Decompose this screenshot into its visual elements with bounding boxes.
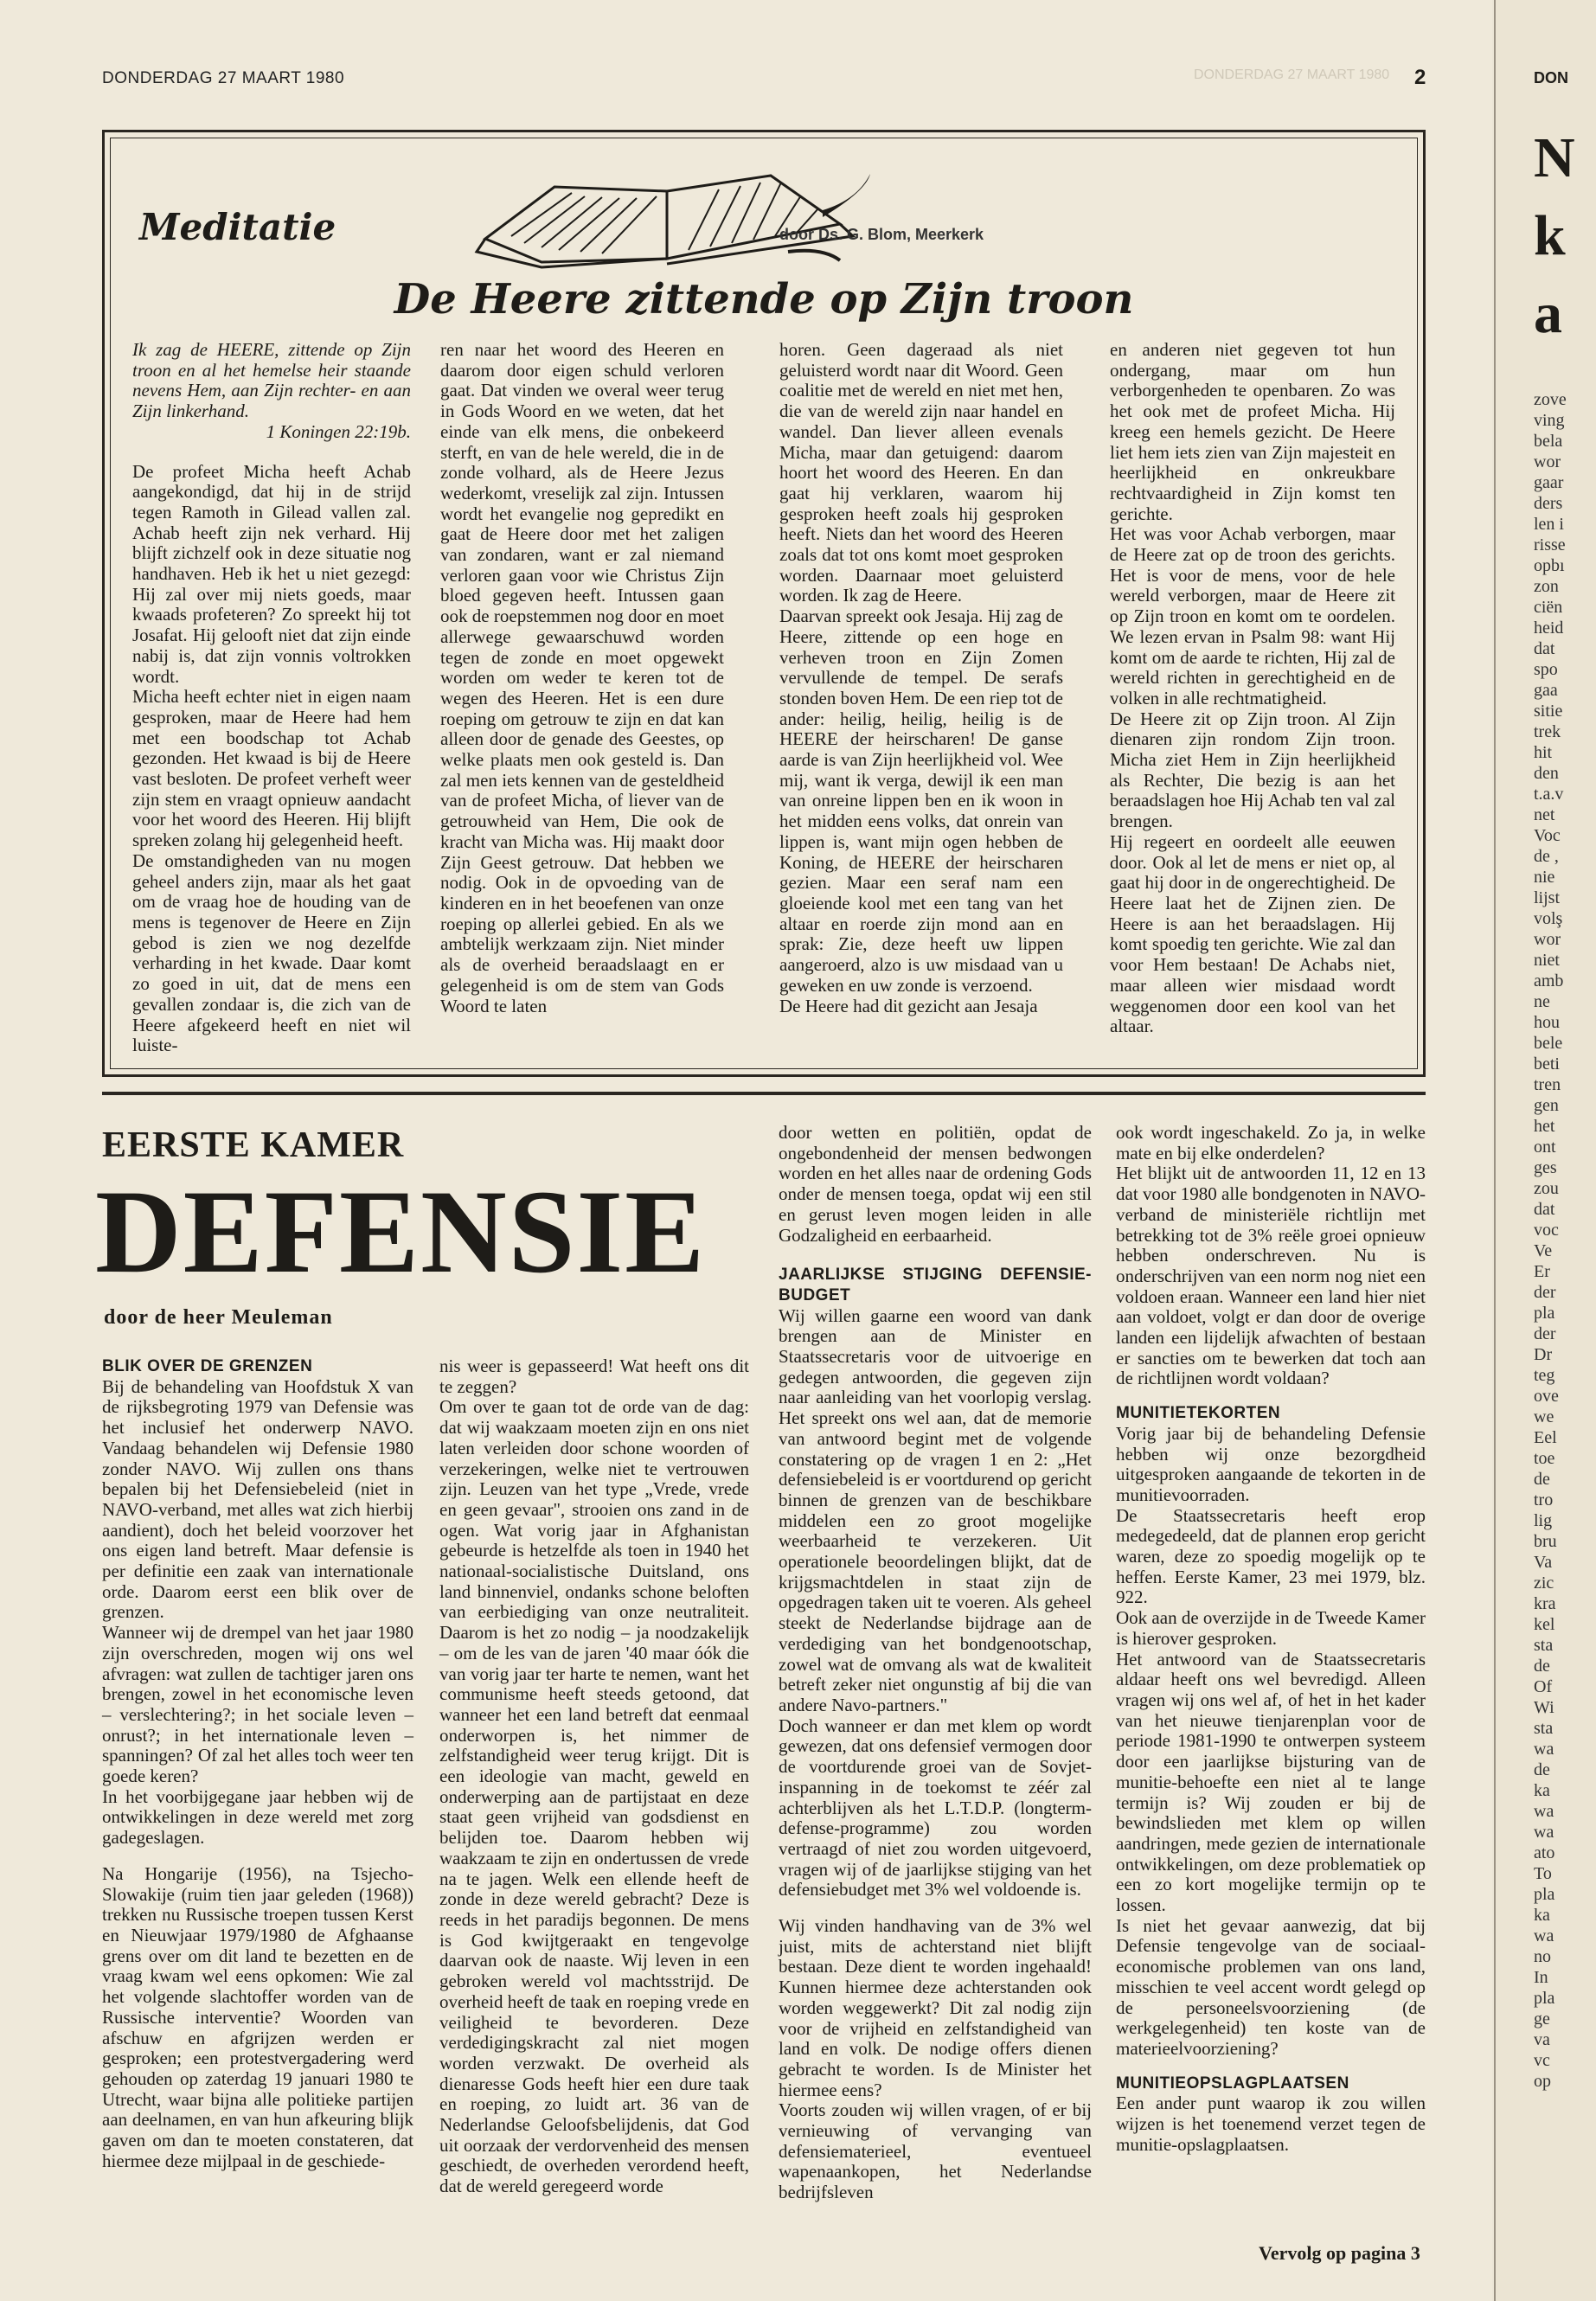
adjacent-fragment: gaa (1534, 681, 1558, 700)
adjacent-fragment: de (1534, 1470, 1550, 1489)
adjacent-fragment: bru (1534, 1532, 1557, 1551)
continued-notice: Vervolg op pagina 3 (1259, 2242, 1420, 2264)
adjacent-fragment: wor (1534, 930, 1561, 949)
adjacent-fragment: ka (1534, 1906, 1550, 1925)
adjacent-fragment: net (1534, 805, 1555, 824)
paragraph: Vorig jaar bij de behandeling Defensie hebben wij onze bezorgdheid uitgesproken aangaande de tekorten in de munitievoorraden. (1116, 1422, 1426, 1505)
adjacent-fragment: kra (1534, 1594, 1556, 1613)
adjacent-fragment: pla (1534, 1304, 1555, 1323)
adjacent-fragment: In (1534, 1968, 1548, 1987)
meditation-byline: door Ds. G. Blom, Meerkerk (779, 226, 984, 243)
adjacent-fragment: bela (1534, 432, 1563, 451)
adjacent-page-date: DON (1534, 69, 1568, 87)
paragraph: Voorts zouden wij willen vragen, of er bij vernieuwing of vervanging van defensiematerieel, eventueel wapenaankopen, het Nederlandse bedrijfsleven (779, 2099, 1092, 2203)
adjacent-fragment: op (1534, 2072, 1551, 2091)
adjacent-fragment: ge (1534, 2009, 1550, 2029)
adjacent-fragment: hit (1534, 743, 1553, 762)
adjacent-page (1494, 0, 1596, 2301)
paragraph: door wetten en politiën, opdat de ongebondenheid der mensen bedwongen worden en het alles naar de ordening Gods onder de mensen toega, opdat wij een stil en gerust leven mogen leiden in alle Godzaligheid en eerbaarheid. (779, 1122, 1092, 1246)
adjacent-fragment: wa (1534, 1926, 1554, 1945)
paragraph: Het blijkt uit de antwoorden 11, 12 en 13 dat voor 1980 alle bondgenoten in NAVO-verband de ministeriële richtlijn met betrekking tot de 3% reële groei opnieuw hebben onderschreven. Nu is onderschrijven van een norm nog niet een voldoen eraan. Wanneer een land hier niet aan voldoet, volgt er dan door de overige landen een lijdelijk afwachten of bestaan er sancties om te bewerken dat toch aan de richtlijnen wordt voldaan? (1116, 1163, 1426, 1389)
adjacent-fragment: ato (1534, 1843, 1555, 1862)
paragraph: horen. Geen dageraad als niet geluisterd wordt naar dit Woord. Geen coalitie met de wereld en niet met hen, die van de wereld zijn naar handel en wandel. Dan liever alleen evenals Micha, maar dan getuigend: daarom hoort het woord des Heeren. En dan gaat hij verklaren, waarom hij gesproken heeft zoals hij gesproken heeft. Niets dan het woord des Heeren zoals dat tot ons komt moet gesproken worden. Daarnaar moet geluisterd worden. Ik zag de Heere. (779, 339, 1063, 606)
paragraph: nis weer is gepasseerd! Wat heeft ons dit te zeggen? (439, 1356, 749, 1397)
adjacent-fragment: voc (1534, 1221, 1559, 1240)
adjacent-fragment: wa (1534, 1740, 1554, 1759)
adjacent-fragment: de , (1534, 847, 1559, 866)
adjacent-fragment: lig (1534, 1511, 1553, 1530)
meditation-column-3 (779, 340, 1063, 1016)
adjacent-fragment: gaar (1534, 473, 1564, 492)
adjacent-fragment: pla (1534, 1885, 1555, 1904)
adjacent-fragment: Of (1534, 1677, 1553, 1696)
adjacent-fragment: tren (1534, 1075, 1561, 1094)
article-column-2 (439, 1356, 749, 2197)
meditation-box (102, 130, 1426, 1077)
adjacent-fragment: het (1534, 1117, 1555, 1136)
adjacent-fragment: wa (1534, 1802, 1554, 1821)
paragraph: Een ander punt waarop ik zou willen wijzen is het toenemend verzet tegen de munitie-opslagplaatsen. (1116, 2093, 1426, 2155)
adjacent-fragment: sta (1534, 1719, 1554, 1738)
bleed-through-text: DONDERDAG 27 MAART 1980 (1194, 67, 1390, 82)
adjacent-fragment: ders (1534, 494, 1563, 513)
paragraph: Is niet het gevaar aanwezig, dat bij Defensie tengevolge van de sociaal-economische problemen van ons land, misschien te veel accent wordt gelegd op de personeelsvoorziening (de werkgelegenheid) ten koste van de materieelvoorziening? (1116, 1914, 1426, 2059)
adjacent-fragment: der (1534, 1283, 1556, 1302)
article-column-3 (779, 1123, 1092, 2203)
adjacent-fragment: wa (1534, 1823, 1554, 1842)
meditation-column-1 (132, 340, 411, 1056)
scripture-quote: Ik zag de HEERE, zittende op Zijn troon en al het hemelse heir staande nevens Hem, aan Zijn rechter- en aan Zijn linkerhand. (132, 339, 411, 422)
open-book-icon (459, 157, 875, 269)
paragraph: ook wordt ingeschakeld. Zo ja, in welke mate en bij elke onderdelen? (1116, 1122, 1426, 1163)
adjacent-fragment: den (1534, 764, 1559, 783)
page-number: 2 (1414, 66, 1426, 89)
adjacent-headline-letter: k (1534, 204, 1566, 267)
adjacent-fragment: kel (1534, 1615, 1555, 1634)
paragraph: Na Hongarije (1956), na Tsjecho-Slowakije (ruim tien jaar geleden (1968)) trekken nu Russische troepen tussen Kerst en Nieuwjaar 1979/1980 de Afghaanse grens over om dit land te bezetten en de vraag kwam wel eens opkomen: Wie zal het volgende slachtoffer worden van de Russische interventie? Woorden van afschuw en afgrijzen werden er gesproken; een protestvergadering werd gehouden op zaterdag 19 januari 1980 te Utrecht, waar bijna alle politieke partijen aan deelnamen, en van hun afkeuring blijk gaven om dan te moeten constateren, dat hiermee deze mijlpaal in de geschiede- (102, 1862, 413, 2171)
adjacent-fragment: amb (1534, 971, 1564, 990)
adjacent-fragment: len i (1534, 515, 1564, 534)
adjacent-fragment: de (1534, 1760, 1550, 1779)
article-headline: DEFENSIE (95, 1165, 707, 1298)
section-divider (102, 1092, 1426, 1095)
adjacent-fragment: ving (1534, 411, 1565, 430)
adjacent-fragment: Ve (1534, 1241, 1553, 1260)
adjacent-fragment: wor (1534, 452, 1561, 471)
article-column-4 (1116, 1123, 1426, 2155)
subheading: BLIK OVER DE GRENZEN (102, 1357, 313, 1375)
meditation-label: Meditatie (139, 206, 337, 248)
paragraph: In het voorbijgegane jaar hebben wij de ontwikkelingen in deze wereld met zorg gadegeslagen. (102, 1785, 413, 1849)
header-date: DONDERDAG 27 MAART 1980 (102, 69, 345, 87)
subheading: MUNITIETEKORTEN (1116, 1404, 1281, 1423)
adjacent-fragment: zic (1534, 1574, 1554, 1593)
adjacent-fragment: nie (1534, 868, 1555, 887)
paragraph: Micha heeft echter niet in eigen naam gesproken, maar de Heere had hem met een boodschap tot Achab gezonden. Het kwaad is bij de Heere vast besloten. De profeet verheft weer zijn stem en vraagt opnieuw aandacht voor het woord des Heeren. Hij blijft spreken zolang hij gelegenheid heeft. (132, 686, 411, 851)
adjacent-fragment: ont (1534, 1138, 1556, 1157)
adjacent-fragment: Va (1534, 1553, 1553, 1572)
adjacent-fragment: hou (1534, 1013, 1560, 1032)
article-kicker: EERSTE KAMER (102, 1125, 405, 1165)
meditation-column-2 (440, 340, 724, 1016)
adjacent-fragment: tro (1534, 1490, 1554, 1509)
article-column-1 (102, 1356, 413, 2171)
adjacent-fragment: ne (1534, 992, 1550, 1011)
adjacent-fragment: va (1534, 2030, 1550, 2049)
paragraph: ren naar het woord des Heeren en daarom door eigen schuld verloren gaat. Dat vinden we overal weer terug in Gods Woord en we weten, dat het einde van elk mens, die onbekeerd sterft, en van de hele wereld, die in de zonde volhard, als de Heere Jezus wederkomt, vreselijk zal zijn. Intussen wordt het evangelie nog gepredikt en gaat de Heere door met het zaligen van zondaren, want er zal niemand verloren gaan voor wie Christus Zijn bloed gegeven heeft. Intussen gaan ook de roepstemmen nog door en moet allerwege gewaarschuwd worden tegen de zonde en moet opgewekt worden om weder te keren tot de wegen des Heeren. Het is een dure roeping om getrouw te zijn en dat kan alleen door de genade des Geestes, op welke plaats men ook gesteld is. Dan zal men iets kennen van de gesteldheid van de profeet Micha, of liever van de getrouwheid van Hem, Die ook de kracht van Micha was. Hij maakt door Zijn Geest getrouw. Dat hebben we nodig. Ook in de opvoeding van de kinderen en in het beoefenen van onze roeping op allerlei gebied. En als we ambtelijk werkzaam zijn. Niet minder als de overheid beraadslaagt en er gelegenheid is om de stem van Gods Woord te laten (440, 339, 724, 1016)
adjacent-fragment: pla (1534, 1989, 1555, 2008)
adjacent-fragment: we (1534, 1407, 1554, 1426)
meditation-headline: De Heere zittende op Zijn troon (394, 275, 1134, 324)
paragraph: De profeet Micha heeft Achab aangekondigd, dat hij in de strijd tegen Ramoth in Gilead vallen zal. Achab heeft zijn nek verhard. Hij blijft zichzelf ook in deze situatie nog handhaven. Heb ik het u niet gezegd: Hij zal over mij niets goeds, maar kwaads profeteren? Zo spreekt hij tot Josafat. Hij gelooft niet dat zijn einde nabij is, dat zijn vonnis voltrokken wordt. (132, 460, 411, 687)
paragraph: Het antwoord van de Staatssecretaris aldaar heeft ons wel bevredigd. Alleen vragen wij ons wel af, of het in het kader van het nieuwe tienjarenplan voor de periode 1981-1990 te ontwerpen systeem door een jaarlijkse bijsturing van de munitie-behoefte een niet al te lange termijn is? Wij zouden er bij de bewindslieden met klem op willen aandringen, mede gezien de internationale ontwikkelingen, om deze problematiek op een zo kort mogelijke termijn op te lossen. (1116, 1648, 1426, 1916)
adjacent-fragment: zon (1534, 577, 1559, 596)
adjacent-fragment: spo (1534, 660, 1558, 679)
adjacent-fragment: der (1534, 1324, 1556, 1343)
adjacent-fragment: gen (1534, 1096, 1559, 1115)
paragraph: Wij vinden handhaving van de 3% wel juist, mits de achterstand niet blijft bestaan. Deze dient te worden ingehaald! Kunnen hiermee deze achterstanden ook worden weggewerkt? Dit zal nodig zijn voor de vrijheid en zelfstandigheid van land en volk. De nodige offers dienen gebracht te worden. Is de Minister het hiermee eens? (779, 1915, 1092, 2100)
paragraph: en anderen niet gegeven tot hun ondergang, maar om hun verborgenheden te openbaren. Zo was het ook met de profeet Micha. Hij kreeg een hemels gezicht. De Heere liet hem iets zien van Zijn majesteit en heerlijkheid en onkreukbare rechtvaardigheid in Zijn komst ten gerichte. (1110, 339, 1395, 524)
paragraph: Hij regeert en oordeelt alle eeuwen door. Ook al let de mens er niet op, al gaat hij door in de ongerechtigheid. De Heere laat het de Zijnen zien. De Heere is aan het beraadslagen. Hij komt spoedig ten gerichte. Wie zal dan voor Hem bestaan! De Achabs niet, maar alleen wier misdaad wordt weggenomen door een kool van het altaar. (1110, 830, 1395, 1037)
adjacent-fragment: beti (1534, 1054, 1560, 1074)
adjacent-fragment: volş (1534, 909, 1563, 928)
paragraph: Wij willen gaarne een woord van dank brengen aan de Minister en Staatssecretaris voor de uitvoerige en gedegen antwoorden, die gegeven zijn naar aanleiding van het voorlopig verslag. Het spreekt ons wel aan, dat de memorie van antwoord begint met de volgende constatering op de vragen 1 en 2: „Het defensiebeleid is er voortdurend op gericht binnen de grenzen van de beschikbare middelen een zo groot mogelijke weerbaarheid te verzekeren. Uit operationele beoordelingen blijkt, dat de krijgsmachtdelen in staat zijn de opgedragen taken uit te voeren. Als geheel steekt de Nederlandse bijdrage aan de verdediging van het bondgenootschap, zowel wat de omvang als wat de kwaliteit betreft zeker niet ongunstig af bij die van andere Navo-partners." (779, 1304, 1092, 1715)
adjacent-fragment: t.a.v (1534, 785, 1564, 804)
adjacent-fragment: heid (1534, 619, 1564, 638)
adjacent-fragment: zove (1534, 390, 1567, 409)
adjacent-fragment: Eel (1534, 1428, 1557, 1447)
adjacent-fragment: dat (1534, 639, 1555, 658)
paragraph: Het was voor Achab verborgen, maar de Heere zat op de troon des gerichts. Het is voor de mens, voor de hele wereld verborgen, maar de Heere zit op Zijn troon en komt om te oordelen. We lezen ervan in Psalm 98: want Hij komt om de aarde te richten, Hij zal de wereld richten in gerechtigheid en de volken in alle rechtmatigheid. (1110, 523, 1395, 708)
scripture-reference: 1 Koningen 22:19b. (266, 420, 411, 442)
paragraph: De Staatssecretaris heeft erop medegedeeld, dat de plannen erop gericht waren, deze zo spoedig mogelijk op te heffen. Eerste Kamer, 23 mei 1979, blz. 922. (1116, 1504, 1426, 1608)
paragraph: De Heere zit op Zijn troon. Al Zijn dienaren zijn rondom Zijn troon. Micha ziet Hem in Zijn heerlijkheid als Rechter, Die bezig is aan het beraadslagen hoe Hij Achab ten val zal brengen. (1110, 708, 1395, 832)
paragraph: De Heere had dit gezicht aan Jesaja (779, 995, 1038, 1016)
adjacent-fragment: Voc (1534, 826, 1561, 845)
adjacent-fragment: niet (1534, 951, 1560, 970)
adjacent-headline-letter: N (1534, 126, 1575, 189)
article-byline: door de heer Meuleman (104, 1306, 333, 1329)
paragraph: De omstandigheden van nu mogen geheel anders zijn, maar als het gaat om de vraag hoe de houding van de mens is tegenover de Heere en Zijn gebod is zien we nog dezelfde verharding in het kwade. Daar komt zo goed in uit, dat de mens een gevallen zondaar is, die zich van de Heere afgekeerd heeft en niet wil luiste- (132, 849, 411, 1056)
adjacent-fragment: Er (1534, 1262, 1550, 1281)
adjacent-fragment: ciën (1534, 598, 1563, 617)
paragraph: Daarvan spreekt ook Jesaja. Hij zag de Heere, zittende op een hoge en verheven troon en Zijn Zomen vervullende de tempel. De serafs stonden boven Hem. De een riep tot de ander: heilig, heilig, heilig is de HEERE der heirscharen! De ganse aarde is van Zijn heerlijkheid vol. Wee mij, want ik verga, dewijl ik een man van onreine lippen ben en ik woon in het midden eens volks, dat onrein van lippen is, want mijn ogen hebben de Koning, de HEERE der heirscharen gezien. Maar een seraf nam een gloeiende kool met een tang van het altaar en roerde zijn mond aan en sprak: Zie, deze heeft uw lippen aangeroerd, alzo is uw misdaad van u geweken en uw zonde is verzoend. (779, 606, 1063, 996)
adjacent-fragment: opbı (1534, 556, 1565, 575)
paragraph: Ook aan de overzijde in de Tweede Kamer is hierover gesproken. (1116, 1607, 1426, 1649)
adjacent-fragment: zou (1534, 1179, 1559, 1198)
subheading: JAARLIJKSE STIJGING DEFENSIE-BUDGET (779, 1266, 1092, 1304)
adjacent-fragment: sta (1534, 1636, 1554, 1655)
adjacent-fragment: teg (1534, 1366, 1555, 1385)
paragraph: Doch wanneer er dan met klem op wordt gewezen, dat ons defensief vermogen door de voortdurende groei van de Sovjet-inspanning in de toekomst te zéér zal achterblijven als het L.T.D.P. (longterm-defense-programme) zou worden vertraagd of niet zou worden uitgevoerd, vragen wij of de jaarlijkse stijging van het defensiebudget met 3% wel voldoende is. (779, 1715, 1092, 1900)
adjacent-fragment: trek (1534, 722, 1561, 741)
paragraph: Wanneer wij de drempel van het jaar 1980 zijn overschreden, mogen wij ons wel afvragen: wat zullen de tachtiger jaren ons brengen, zowel in het economische leven – verslechtering?; in het sociale leven – onrust?; in het internationale leven – spanningen? Of zal het alles toch weer ten goede keren? (102, 1622, 413, 1787)
adjacent-fragment: Wi (1534, 1698, 1554, 1717)
adjacent-headline-letter: a (1534, 282, 1562, 345)
adjacent-fragment: bele (1534, 1034, 1563, 1053)
adjacent-fragment: To (1534, 1864, 1552, 1883)
adjacent-fragment: lijst (1534, 888, 1561, 907)
adjacent-fragment: sitie (1534, 702, 1563, 721)
paragraph: Bij de behandeling van Hoofdstuk X van de rijksbegroting 1979 van Defensie was het inclusief het onderwerp NAVO. Vandaag behandelen wij Defensie 1980 zonder NAVO. Wij zullen ons thans bepalen bij het Defensiebeleid (niet in NAVO-verband, met alles wat zich hierbij aandient), doch het beleid voorzover het ons eigen land betreft. Maar defensie is per definitie een zaak van internationale orde. Daarom eerst een blik over de grenzen. (102, 1375, 413, 1623)
adjacent-fragment: vc (1534, 2051, 1550, 2070)
subheading: MUNITIEOPSLAGPLAATSEN (1116, 2073, 1349, 2093)
adjacent-fragment: ka (1534, 1781, 1550, 1800)
adjacent-text-fragments (1534, 389, 1596, 2092)
meditation-column-4 (1110, 340, 1395, 1037)
adjacent-fragment: no (1534, 1947, 1551, 1966)
adjacent-fragment: toe (1534, 1449, 1555, 1468)
paragraph: Om over te gaan tot de orde van de dag: dat wij waakzaam moeten zijn en ons niet laten verleiden door schone woorden of verzekeringen, welke niet te vertrouwen zijn. Leuzen van het type „Vrede, vrede en geen gevaar", strooien ons zand in de ogen. Wat vorig jaar in Afghanistan gebeurde is hetzelfde als toen in 1940 het nationaal-socialistische Duitsland, ons land binnenviel, ondanks schone beloften van eerbiediging van onze neutraliteit. Daarom is het zo nodig – ja noodzakelijk – om de les van de jaren '40 maar óók die van vorig jaar ter harte te nemen, want het communisme heeft steeds getoond, dat wanneer het een land betreft dat eenmaal onderworpen is, het nimmer de zelfstandigheid weer terug krijgt. Dit is een ideologie van macht, geweld en onderwerping aan de partijstaat en deze staat geen vrijheid van godsdienst en belijden toe. Daarom hebben wij waakzaam te zijn en ondertussen de vrede na te jagen. Welk een ellende heeft de zonde in deze wereld gebracht? Deze is reeds in het paradijs begonnen. De mens is God kwijtgeraakt en tengevolge daarvan ook de naaste. Wij leven in een gebroken wereld vol machtsstrijd. De overheid heeft de taak en roeping vrede en veiligheid te bevorderen. Deze verdedigingskracht zal niet mogen worden verzwakt. De overheid als dienaresse Gods heeft hier een dure taak en roeping, zo luidt art. 36 van de Nederlandse Geloofsbelijdenis, dat God uit oorzaak der verdorvenheid des mensen geschiedt, de overheden verordend heeft, dat de wereld geregeerd worde (439, 1396, 749, 2197)
adjacent-fragment: ges (1534, 1158, 1557, 1177)
adjacent-fragment: Dr (1534, 1345, 1553, 1364)
adjacent-fragment: ove (1534, 1387, 1559, 1406)
adjacent-fragment: dat (1534, 1200, 1555, 1219)
adjacent-fragment: de (1534, 1657, 1550, 1676)
adjacent-fragment: risse (1534, 535, 1566, 554)
